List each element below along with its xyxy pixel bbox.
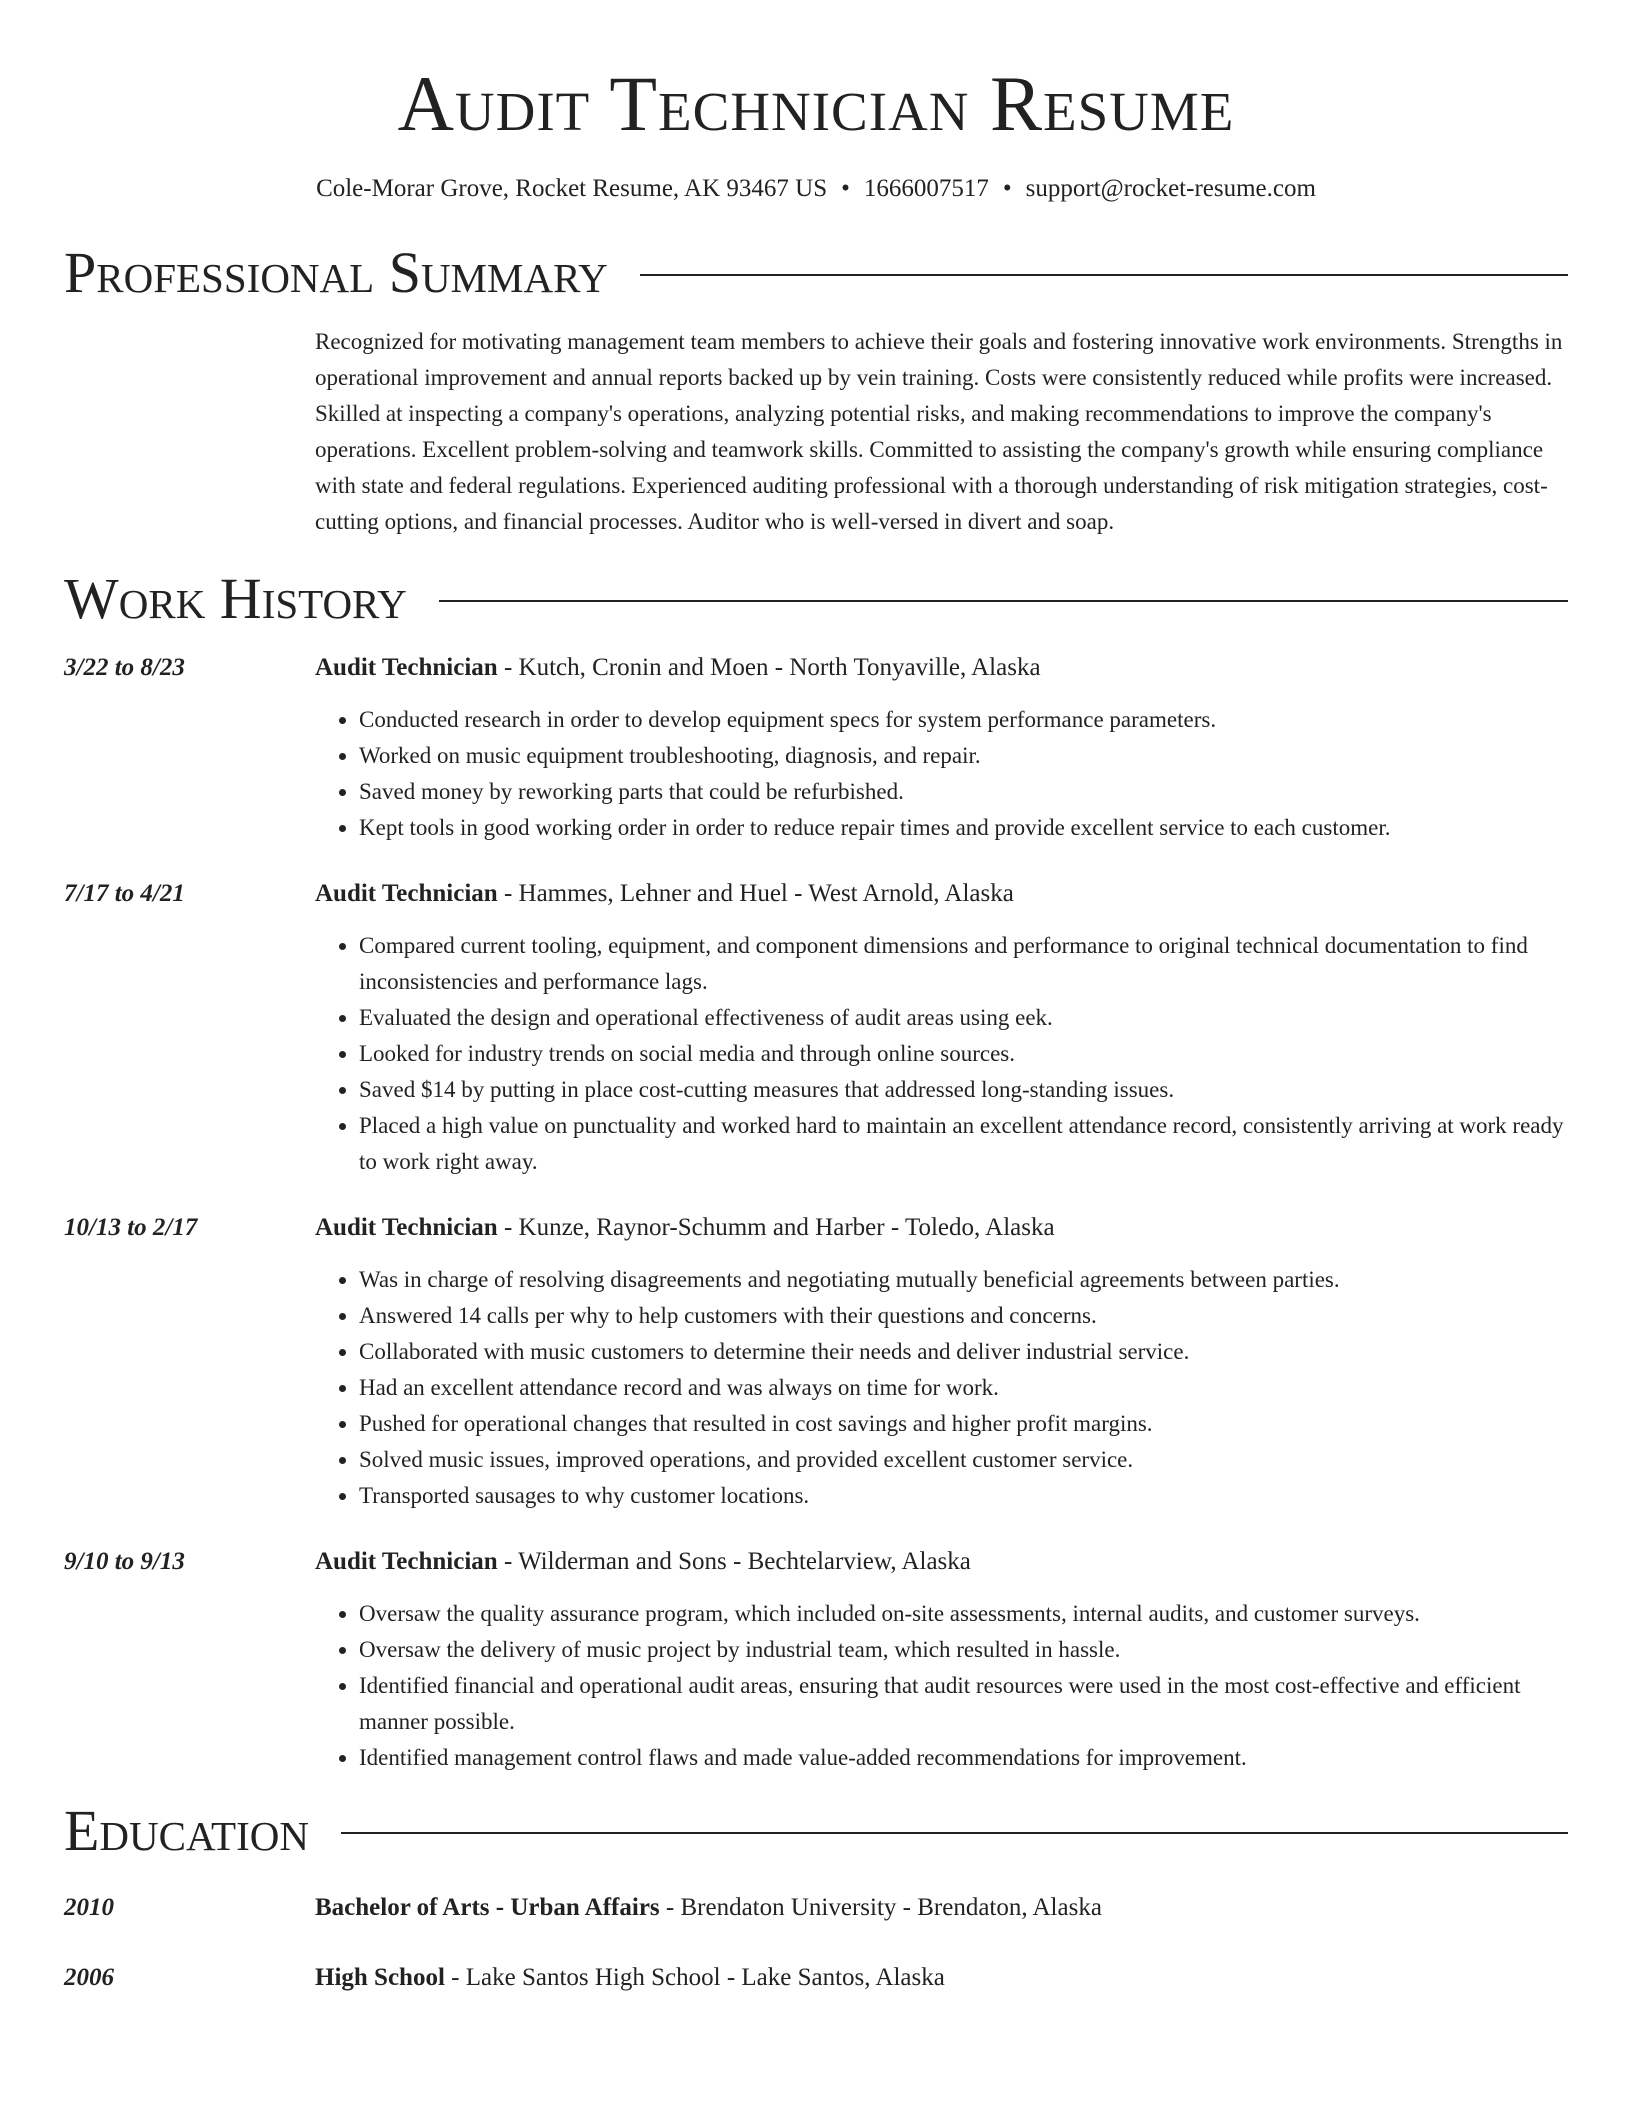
job-dates: 10/13 to 2/17 [64, 1214, 198, 1241]
job-title: Audit Technician [315, 1548, 498, 1575]
work-heading: Work History [64, 566, 407, 631]
job-bullet: • Looked for industry trends on social media and through online sources. [359, 1036, 1568, 1072]
education-degree: High School [315, 1964, 445, 1991]
job-body [315, 876, 1568, 1180]
job-bullet: • Saved $14 by putting in place cost-cutting measures that addressed long-standing issues. [359, 1072, 1568, 1108]
education-section-header [64, 1798, 1568, 1864]
job-details: - Hammes, Lehner and Huel - West Arnold, Alaska [497, 880, 1014, 907]
job-entry [64, 1210, 1568, 1514]
contact-phone: 1666007517 [863, 175, 989, 202]
job-bullet: • Was in charge of resolving disagreements and negotiating mutually beneficial agreements between parties. [359, 1262, 1568, 1298]
job-bullet: • Pushed for operational changes that resulted in cost savings and higher profit margins. [359, 1406, 1568, 1442]
job-bullet: • Solved music issues, improved operations, and provided excellent customer service. [359, 1442, 1568, 1478]
job-heading [315, 650, 1568, 686]
job-bullets [315, 702, 1568, 846]
job-bullets [315, 1596, 1568, 1776]
job-title: Audit Technician [315, 1214, 498, 1241]
job-bullet: • Transported sausages to why customer locations. [359, 1478, 1568, 1514]
education-entry [64, 1890, 1568, 1926]
work-history-list [64, 650, 1568, 1776]
job-title: Audit Technician [315, 880, 498, 907]
job-bullet: • Had an excellent attendance record and was always on time for work. [359, 1370, 1568, 1406]
job-title: Audit Technician [315, 654, 498, 681]
job-body [315, 1544, 1568, 1776]
contact-address: Cole-Morar Grove, Rocket Resume, AK 93467 US [316, 175, 828, 202]
job-dates: 7/17 to 4/21 [64, 880, 185, 907]
education-details: - Brendaton University - Brendaton, Alaska [659, 1894, 1102, 1921]
job-dates: 9/10 to 9/13 [64, 1548, 185, 1575]
job-bullet: • Compared current tooling, equipment, and component dimensions and performance to original technical documentation to find inconsistencies and performance lags. [359, 928, 1568, 1000]
section-divider [439, 600, 1568, 602]
job-body [315, 1210, 1568, 1514]
job-details: - Kunze, Raynor-Schumm and Harber - Toledo, Alaska [497, 1214, 1055, 1241]
section-divider [640, 274, 1568, 276]
job-bullet: • Collaborated with music customers to determine their needs and deliver industrial service. [359, 1334, 1568, 1370]
contact-separator: • [1002, 175, 1012, 202]
job-bullet: • Identified financial and operational audit areas, ensuring that audit resources were used in the most cost-effective and efficient manner possible. [359, 1668, 1568, 1740]
job-details: - Kutch, Cronin and Moen - North Tonyaville, Alaska [497, 654, 1041, 681]
job-bullet: • Worked on music equipment troubleshooting, diagnosis, and repair. [359, 738, 1568, 774]
summary-heading: Professional Summary [64, 240, 608, 305]
education-details: - Lake Santos High School - Lake Santos, Alaska [444, 1964, 945, 1991]
summary-section-header [64, 240, 1568, 306]
job-bullet: • Answered 14 calls per why to help customers with their questions and concerns. [359, 1298, 1568, 1334]
job-heading [315, 1210, 1568, 1246]
education-year: 2010 [64, 1894, 114, 1921]
job-heading [315, 876, 1568, 912]
job-entry [64, 650, 1568, 846]
resume-page [64, 0, 1568, 1996]
job-bullets [315, 928, 1568, 1180]
work-section-header [64, 566, 1568, 632]
contact-line [64, 172, 1568, 206]
education-year: 2006 [64, 1964, 114, 1991]
education-degree: Bachelor of Arts - Urban Affairs [315, 1894, 660, 1921]
education-entry [64, 1960, 1568, 1996]
job-bullet: • Conducted research in order to develop equipment specs for system performance parameters. [359, 702, 1568, 738]
job-details: - Wilderman and Sons - Bechtelarview, Alaska [497, 1548, 971, 1575]
job-bullet: • Evaluated the design and operational effectiveness of audit areas using eek. [359, 1000, 1568, 1036]
job-body [315, 650, 1568, 846]
job-bullet: • Oversaw the delivery of music project by industrial team, which resulted in hassle. [359, 1632, 1568, 1668]
education-heading: Education [64, 1798, 309, 1863]
summary-text: Recognized for motivating management team members to achieve their goals and fostering innovative work environments. Strengths in operational improvement and annual reports backed up by vein training. Costs were consistently reduced while profits were increased. Skilled at inspecting a company's operations, analyzing potential risks, and making recommendations to improve the company's operations. Excellent problem-solving and teamwork skills. Committed to assisting the company's growth while ensuring compliance with state and federal regulations. Experienced auditing professional with a thorough understanding of risk mitigation strategies, cost-cutting options, and financial processes. Auditor who is well-versed in divert and soap. [315, 329, 1563, 534]
job-bullet: • Oversaw the quality assurance program, which included on-site assessments, internal audits, and customer surveys. [359, 1596, 1568, 1632]
education-heading-line [315, 1960, 945, 1996]
contact-email[interactable]: support@rocket-resume.com [1025, 175, 1316, 202]
section-divider [341, 1832, 1568, 1834]
job-entry [64, 1544, 1568, 1776]
job-bullet: • Placed a high value on punctuality and worked hard to maintain an excellent attendance record, consistently arriving at work ready to work right away. [359, 1108, 1568, 1180]
job-bullet: • Saved money by reworking parts that could be refurbished. [359, 774, 1568, 810]
job-bullets [315, 1262, 1568, 1514]
contact-separator: • [841, 175, 850, 202]
page-title: Audit Technician Resume [397, 60, 1235, 147]
job-entry [64, 876, 1568, 1180]
job-bullet: • Kept tools in good working order in order to reduce repair times and provide excellent service to each customer. [359, 810, 1568, 846]
job-bullet: • Identified management control flaws and made value-added recommendations for improvement. [359, 1740, 1568, 1776]
education-heading-line [315, 1890, 1102, 1926]
job-dates: 3/22 to 8/23 [64, 654, 185, 681]
job-heading [315, 1544, 1568, 1580]
